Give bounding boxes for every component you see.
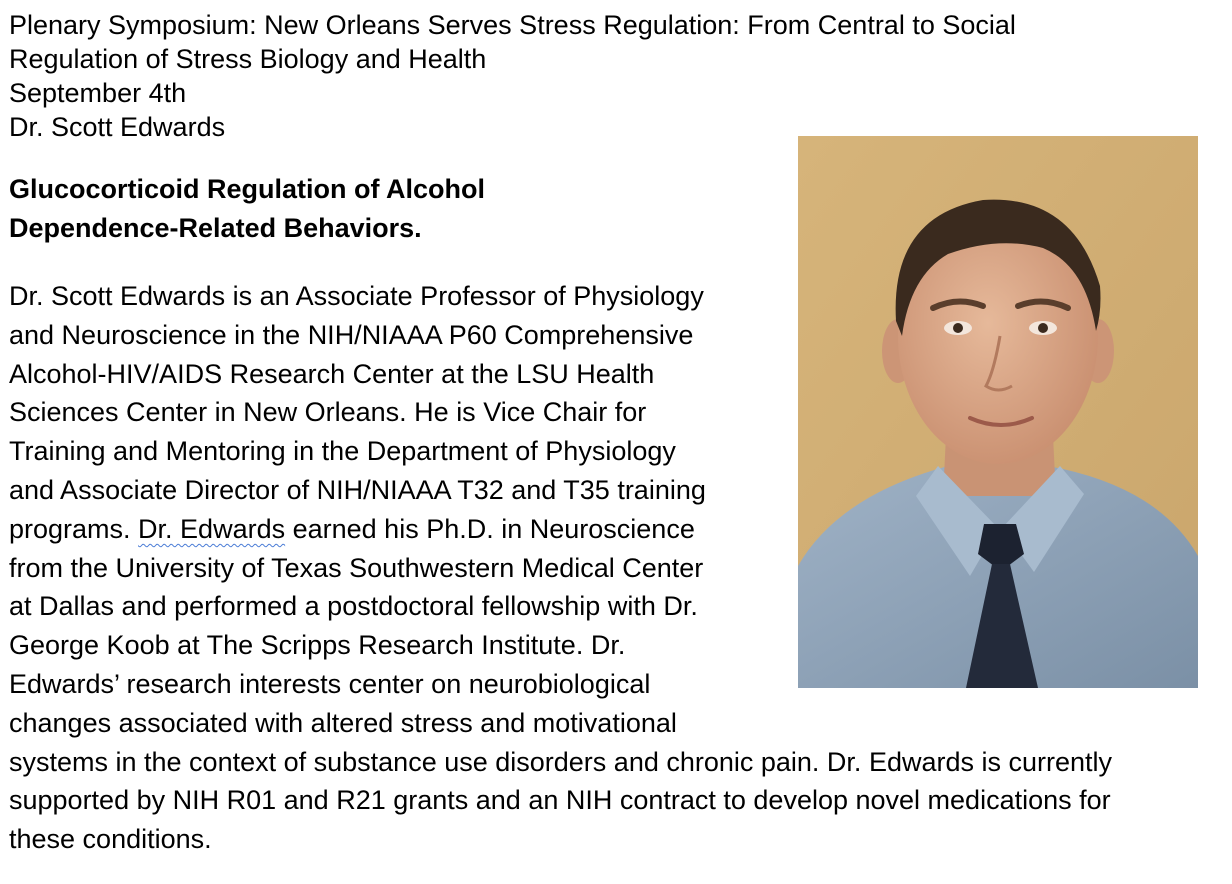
portrait-illustration: [798, 136, 1198, 688]
bio-text: programs.: [9, 513, 139, 544]
talk-title-line-1: Glucocorticoid Regulation of Alcohol: [9, 174, 485, 204]
symposium-title-line-2: Regulation of Stress Biology and Health: [9, 44, 487, 74]
talk-title: [9, 170, 485, 248]
talk-title-line-2: Dependence-Related Behaviors.: [9, 213, 422, 243]
bio-text: earned his Ph.D. in Neuroscience: [285, 513, 695, 544]
spellcheck-flagged-word[interactable]: Dr. Edwards: [138, 513, 286, 544]
bio-line: Sciences Center in New Orleans. He is Vice Chair for: [9, 397, 647, 428]
bio-line: at Dallas and performed a postdoctoral fellowship with Dr.: [9, 591, 698, 622]
bio-line: Dr. Scott Edwards is an Associate Professor of Physiology: [9, 281, 704, 311]
bio-line: these conditions.: [9, 824, 212, 855]
bio-line: supported by NIH R01 and R21 grants and an NIH contract to develop novel medications for: [9, 785, 1111, 816]
bio-line: Edwards’ research interests center on neurobiological: [9, 668, 651, 699]
bio-line: and Neuroscience in the NIH/NIAAA P60 Comprehensive: [9, 319, 694, 350]
event-header: [9, 8, 1209, 144]
speaker-portrait-photo: [798, 136, 1198, 688]
bio-line: George Koob at The Scripps Research Institute. Dr.: [9, 630, 626, 661]
bio-line: from the University of Texas Southwestern Medical Center: [9, 552, 704, 583]
event-date: September 4th: [9, 78, 187, 108]
bio-line: Alcohol-HIV/AIDS Research Center at the LSU Health: [9, 358, 655, 389]
bio-line: changes associated with altered stress and motivational: [9, 707, 677, 738]
bio-line: and Associate Director of NIH/NIAAA T32 and T35 training: [9, 474, 706, 505]
bio-line: Training and Mentoring in the Department of Physiology: [9, 436, 676, 467]
bio-line: systems in the context of substance use disorders and chronic pain. Dr. Edwards is currently: [9, 746, 1113, 777]
speaker-name: Dr. Scott Edwards: [9, 112, 226, 142]
symposium-title-line-1: Plenary Symposium: New Orleans Serves Stress Regulation: From Central to Social: [9, 10, 1016, 40]
